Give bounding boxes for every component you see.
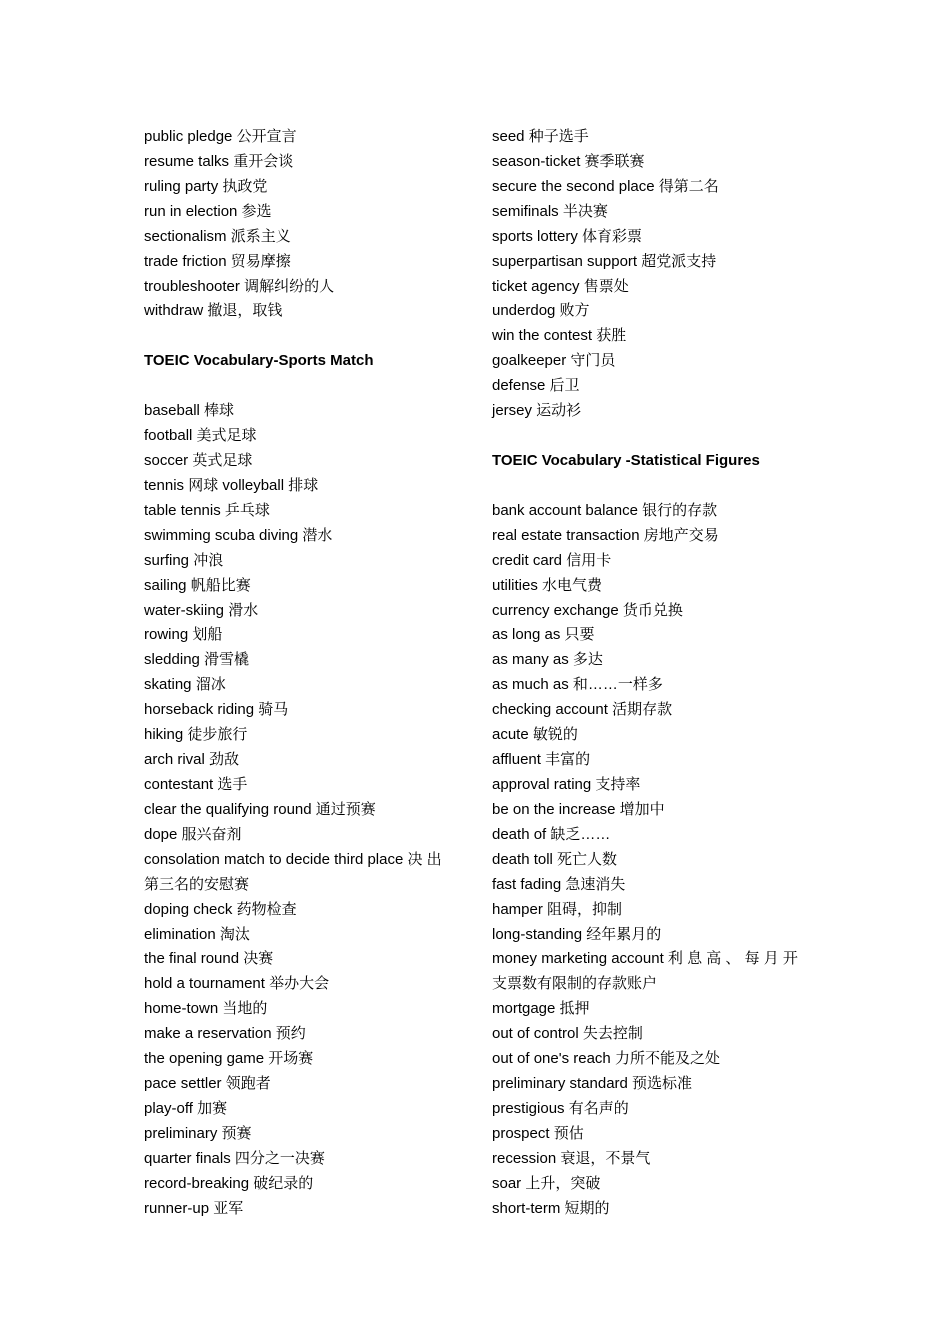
vocab-entry: play-off 加赛	[144, 1099, 228, 1117]
blank-line	[492, 474, 812, 499]
vocab-entry: win the contest 获胜	[492, 327, 627, 345]
vocab-entry: prestigious 有名声的	[492, 1099, 629, 1117]
vocab-entry: death of 缺乏……	[492, 825, 611, 843]
vocab-entry: prospect 预估	[492, 1124, 584, 1142]
vocab-entry: soccer 英式足球	[144, 451, 253, 469]
vocab-entry: soar 上升，突破	[492, 1174, 601, 1192]
vocab-entry: short-term 短期的	[492, 1199, 610, 1217]
left-block-sports	[144, 399, 464, 1221]
vocab-entry: sledding 滑雪橇	[144, 651, 250, 669]
right-column	[492, 125, 812, 1222]
vocab-entry: secure the second place 得第二名	[492, 177, 719, 195]
vocab-entry: runner-up 亚军	[144, 1199, 244, 1217]
vocab-entry: football 美式足球	[144, 427, 257, 445]
vocab-entry: skating 溜冰	[144, 676, 226, 694]
vocab-entry: the final round 决赛	[144, 950, 274, 968]
vocab-entry: preliminary standard 预选标准	[492, 1075, 693, 1093]
vocab-entry: pace settler 领跑者	[144, 1075, 271, 1093]
vocab-entry: real estate transaction 房地产交易	[492, 526, 719, 544]
vocab-entry-wrapped-second: 第三名的安慰赛	[144, 875, 250, 893]
vocab-entry: dope 服兴奋剂	[144, 825, 242, 843]
vocab-entry: record-breaking 破纪录的	[144, 1174, 314, 1192]
vocab-entry: hold a tournament 举办大会	[144, 975, 330, 993]
vocab-entry: trade friction 贸易摩擦	[144, 252, 291, 270]
vocab-entry: baseball 棒球	[144, 402, 235, 420]
blank-line	[144, 324, 464, 349]
vocab-entry: semifinals 半决赛	[492, 202, 608, 220]
vocab-entry: ruling party 执政党	[144, 177, 268, 195]
left-block-politics	[144, 125, 464, 324]
vocab-entry: underdog 败方	[492, 302, 590, 320]
vocab-entry: surfing 冲浪	[144, 551, 224, 569]
vocab-entry: long-standing 经年累月的	[492, 925, 662, 943]
vocab-entry: public pledge 公开宣言	[144, 128, 297, 145]
vocab-entry: rowing 划船	[144, 626, 223, 644]
vocab-entry: withdraw 撤退，取钱	[144, 302, 283, 320]
vocab-entry: death toll 死亡人数	[492, 850, 618, 868]
vocab-entry: hiking 徒步旅行	[144, 726, 248, 744]
vocab-entry: currency exchange 货币兑换	[492, 601, 683, 619]
left-column	[144, 125, 464, 1222]
vocab-entry: affluent 丰富的	[492, 751, 591, 769]
vocab-entry-wrapped-first: consolation match to decide third place 决 出	[144, 850, 442, 868]
blank-line	[492, 424, 812, 449]
vocab-entry: preliminary 预赛	[144, 1124, 252, 1142]
vocab-entry: out of control 失去控制	[492, 1025, 643, 1043]
vocab-entry: sports lottery 体育彩票	[492, 227, 643, 245]
vocab-entry: water-skiing 滑水	[144, 601, 259, 619]
vocab-entry: clear the qualifying round 通过预赛	[144, 800, 376, 818]
vocab-entry: doping check 药物检查	[144, 900, 297, 918]
vocab-entry: seed 种子选手	[492, 128, 589, 145]
vocab-entry: jersey 运动衫	[492, 402, 582, 420]
vocab-entry: out of one's reach 力所不能及之处	[492, 1050, 720, 1068]
section-heading-sports-match: TOEIC Vocabulary-Sports Match	[144, 352, 374, 370]
vocab-entry: acute 敏锐的	[492, 726, 578, 744]
vocab-entry: arch rival 劲敌	[144, 751, 240, 769]
vocab-entry: goalkeeper 守门员	[492, 352, 616, 370]
vocab-entry: ticket agency 售票处	[492, 277, 629, 295]
vocab-entry: recession 衰退，不景气	[492, 1149, 651, 1167]
vocab-entry: season-ticket 赛季联赛	[492, 152, 645, 170]
section-heading-statistical-figures: TOEIC Vocabulary -Statistical Figures	[492, 451, 760, 469]
vocab-entry: make a reservation 预约	[144, 1025, 306, 1043]
vocab-entry: contestant 选手	[144, 775, 248, 793]
vocab-entry: sectionalism 派系主义	[144, 227, 291, 245]
vocab-entry: home-town 当地的	[144, 1000, 268, 1018]
vocab-entry: quarter finals 四分之一决赛	[144, 1149, 325, 1167]
vocab-entry: mortgage 抵押	[492, 1000, 590, 1018]
vocab-entry-wrapped-first: money marketing account 利 息 高 、 每 月 开	[492, 950, 798, 968]
vocab-entry: troubleshooter 调解纠纷的人	[144, 277, 335, 295]
vocab-entry: run in election 参选	[144, 202, 272, 220]
vocab-entry: hamper 阻碍，抑制	[492, 900, 623, 918]
vocab-entry-wrapped-second: 支票数有限制的存款账户	[492, 975, 658, 993]
vocab-entry: be on the increase 增加中	[492, 800, 665, 818]
vocab-entry: swimming scuba diving 潜水	[144, 526, 333, 544]
vocab-entry: as many as 多达	[492, 651, 603, 669]
right-block-statistics	[492, 499, 812, 1222]
vocab-entry: checking account 活期存款	[492, 701, 673, 719]
vocab-entry: credit card 信用卡	[492, 551, 612, 569]
vocab-entry: table tennis 乒乓球	[144, 501, 270, 519]
vocab-entry: superpartisan support 超党派支持	[492, 252, 717, 270]
vocab-entry: fast fading 急速消失	[492, 875, 626, 893]
vocab-entry: as much as 和……一样多	[492, 676, 663, 694]
vocab-entry: resume talks 重开会谈	[144, 152, 294, 170]
vocab-entry: bank account balance 银行的存款	[492, 501, 718, 519]
vocab-entry: utilities 水电气费	[492, 576, 603, 594]
right-block-sports	[492, 125, 812, 424]
vocab-entry: approval rating 支持率	[492, 775, 641, 793]
vocab-entry: as long as 只要	[492, 626, 595, 644]
vocab-entry: tennis 网球 volleyball 排球	[144, 476, 319, 494]
vocab-entry: horseback riding 骑马	[144, 701, 289, 719]
blank-line	[144, 374, 464, 399]
vocab-entry: defense 后卫	[492, 377, 580, 395]
vocab-entry: sailing 帆船比赛	[144, 576, 251, 594]
vocab-entry: elimination 淘汰	[144, 925, 250, 943]
vocab-entry: the opening game 开场赛	[144, 1050, 314, 1068]
